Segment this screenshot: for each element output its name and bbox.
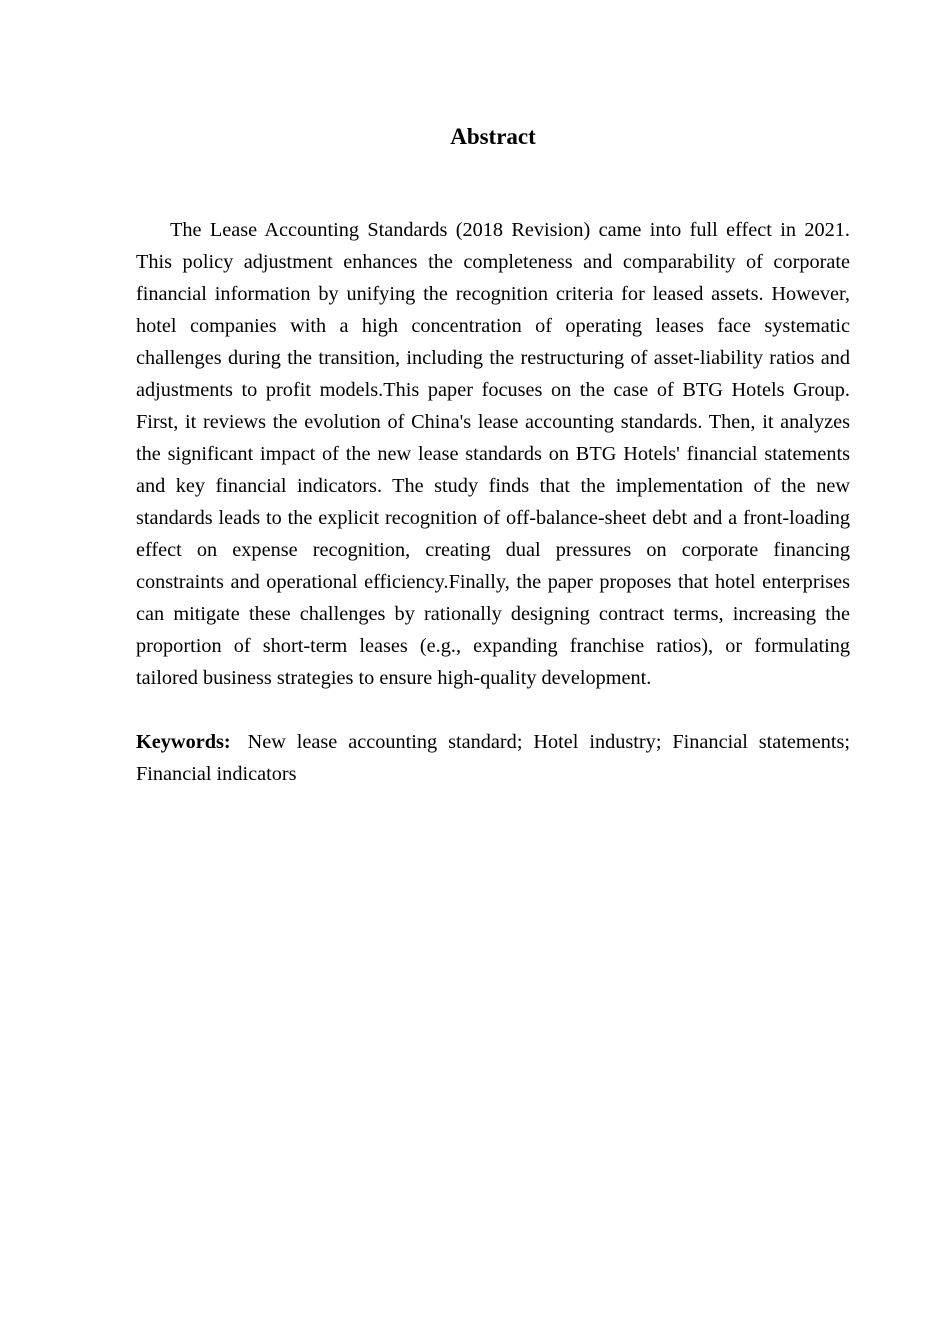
keywords-label: Keywords: (136, 731, 231, 753)
page-title: Abstract (450, 124, 536, 149)
keywords-paragraph (136, 726, 850, 790)
keywords-list: New lease accounting standard; Hotel industry; Financial statements; Financial indicators (136, 731, 850, 785)
abstract-section (136, 214, 850, 790)
abstract-body: The Lease Accounting Standards (2018 Revision) came into full effect in 2021. This policy adjustment enhances the completeness and comparability of corporate financial information by unifying the recognition criteria for leased assets. However, hotel companies with a high concentration of operating leases face systematic challenges during the transition, including the restructuring of asset-liability ratios and adjustments to profit models.This paper focuses on the case of BTG Hotels Group. First, it reviews the evolution of China's lease accounting standards. Then, it analyzes the significant impact of the new lease standards on BTG Hotels' financial statements and key financial indicators. The study finds that the implementation of the new standards leads to the explicit recognition of off-balance-sheet debt and a front-loading effect on expense recognition, creating dual pressures on corporate financing constraints and operational efficiency.Finally, the paper proposes that hotel enterprises can mitigate these challenges by rationally designing contract terms, increasing the proportion of short-term leases (e.g., expanding franchise ratios), or formulating tailored business strategies to ensure high-quality development. (136, 219, 850, 689)
